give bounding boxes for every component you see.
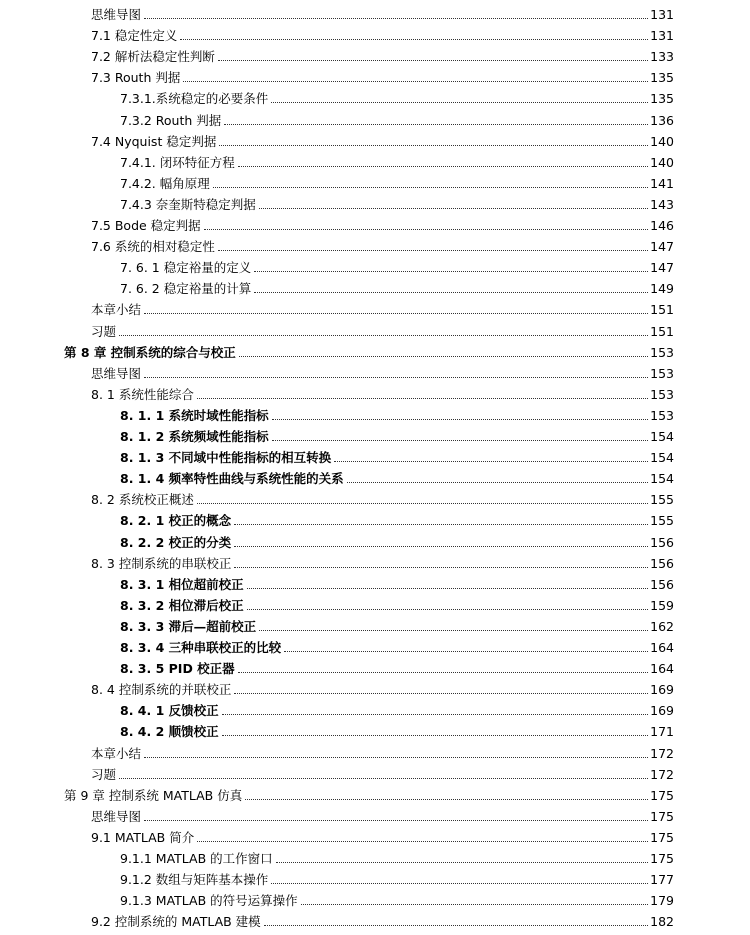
toc-entry[interactable] [120,150,674,171]
toc-entry-page: 153 [650,386,674,402]
toc-entry-title: 8. 3. 1 相位超前校正 [120,576,244,592]
toc-entry[interactable] [120,171,674,192]
toc-entry[interactable] [120,255,674,276]
toc-entry-title: 8. 3. 4 三种串联校正的比较 [120,640,282,655]
toc-entry-title: 7.6 系统的相对稳定性 [91,239,215,255]
toc-entry-title: 8. 1. 4 频率特性曲线与系统性能的关系 [120,471,344,487]
toc-dot-leader [334,461,648,462]
toc-entry-page: 175 [650,829,674,845]
toc-dot-leader [204,229,648,230]
toc-entry[interactable] [120,424,674,445]
toc-dot-leader [144,820,648,821]
toc-entry-title: 思维导图 [91,808,142,824]
toc-entry[interactable] [91,762,674,783]
toc-entry-title: 7.3.1.系统稳定的必要条件 [120,91,269,107]
toc-entry-title: 8. 2 系统校正概述 [91,492,194,508]
toc-entry-title: 8. 1. 3 不同域中性能指标的相互转换 [120,450,332,466]
toc-entry-page: 136 [650,112,674,128]
toc-entry-page: 156 [650,534,674,550]
toc-entry[interactable] [120,572,674,593]
toc-entry-page: 169 [650,682,674,698]
toc-dot-leader [284,651,648,652]
toc-entry[interactable] [91,213,674,234]
toc-entry[interactable] [120,635,674,656]
toc-entry-page: 172 [650,745,674,761]
toc-dot-leader [224,124,648,125]
toc-entry-title: 7. 6. 1 稳定裕量的定义 [120,260,252,276]
toc-entry-title: 7.4.3 奈奎斯特稳定判据 [120,196,256,212]
toc-dot-leader [271,102,648,103]
toc-entry[interactable] [120,656,674,677]
toc-dot-leader [144,377,648,378]
toc-dot-leader [239,356,648,357]
toc-entry[interactable] [91,825,674,846]
toc-entry-page: 135 [650,70,674,86]
toc-dot-leader [222,735,648,736]
toc-entry-title: 7.5 Bode 稳定判据 [91,218,201,233]
toc-dot-leader [213,187,648,188]
toc-entry[interactable] [120,192,674,213]
toc-entry-title: 习题 [91,766,117,782]
toc-entry-page: 149 [650,281,674,297]
toc-entry[interactable] [91,129,674,150]
toc-entry[interactable] [91,677,674,698]
toc-entry-title: 8. 1. 2 系统频域性能指标 [120,429,269,444]
toc-entry-page: 164 [650,640,674,655]
toc-dot-leader [247,609,648,610]
toc-dot-leader [259,208,648,209]
toc-entry[interactable] [91,382,674,403]
toc-dot-leader [119,335,648,336]
toc-entry-page: 135 [650,91,674,107]
toc-entry[interactable] [120,530,674,551]
toc-entry-page: 133 [650,49,674,65]
toc-entry[interactable] [91,23,674,44]
toc-entry-page: 131 [650,7,674,22]
toc-dot-leader [144,313,648,314]
toc-entry-title: 8. 2. 2 校正的分类 [120,534,232,550]
toc-entry-title: 8. 3 控制系统的串联校正 [91,555,232,571]
toc-entry-title: 7.1 稳定性定义 [91,28,178,44]
toc-entry-title: 8. 3. 2 相位滞后校正 [120,597,244,613]
toc-entry-page: 175 [650,808,674,824]
toc-entry-title: 7.3 Routh 判据 [91,70,181,86]
toc-entry-page: 153 [650,344,674,360]
toc-entry-title: 7. 6. 2 稳定裕量的计算 [120,281,252,297]
toc-entry-page: 164 [650,661,674,677]
toc-entry[interactable] [64,783,674,804]
toc-dot-leader [301,904,648,905]
toc-entry[interactable] [120,698,674,719]
toc-entry-page: 179 [650,893,674,909]
toc-entry-page: 151 [650,302,674,318]
toc-entry[interactable] [120,614,674,635]
toc-entry[interactable] [120,86,674,107]
toc-entry-page: 169 [650,703,674,719]
toc-entry-page: 155 [650,492,674,508]
toc-dot-leader [180,39,648,40]
toc-entry-title: 8. 1. 1 系统时域性能指标 [120,407,269,423]
toc-entry[interactable] [120,719,674,740]
toc-dot-leader [234,524,648,525]
toc-entry[interactable] [120,466,674,487]
toc-dot-leader [218,60,648,61]
toc-dot-leader [197,503,648,504]
toc-dot-leader [347,482,648,483]
toc-entry-title: 9.1.2 数组与矩阵基本操作 [120,872,269,888]
toc-dot-leader [254,271,648,272]
toc-dot-leader [234,546,648,547]
toc-entry-page: 154 [650,429,674,444]
toc-entry[interactable] [120,508,674,529]
toc-entry[interactable] [64,340,674,361]
toc-dot-leader [271,883,648,884]
toc-entry[interactable] [91,297,674,318]
toc-entry-title: 8. 2. 1 校正的概念 [120,513,232,529]
toc-entry[interactable] [120,403,674,424]
toc-entry-title: 7.4.1. 闭环特征方程 [120,154,235,170]
toc-dot-leader [222,714,648,715]
toc-entry-page: 143 [650,196,674,212]
toc-entry-page: 154 [650,450,674,466]
toc-dot-leader [264,925,648,926]
toc-entry-title: 习题 [91,323,117,339]
toc-entry-page: 140 [650,154,674,170]
toc-entry-title: 7.4 Nyquist 稳定判据 [91,133,217,149]
toc-entry-page: 177 [650,872,674,888]
toc-entry[interactable] [91,741,674,762]
toc-entry-page: 153 [650,365,674,381]
toc-dot-leader [276,862,648,863]
toc-entry-title: 7.4.2. 幅角原理 [120,175,210,191]
toc-dot-leader [144,757,648,758]
toc-entry-title: 9.1.3 MATLAB 的符号运算操作 [120,893,298,909]
toc-entry-page: 159 [650,597,674,613]
toc-dot-leader [197,398,648,399]
toc-entry[interactable] [91,361,674,382]
toc-entry-page: 175 [650,787,674,803]
toc-entry-page: 155 [650,513,674,529]
toc-dot-leader [219,145,648,146]
toc-entry[interactable] [91,804,674,825]
toc-dot-leader [254,292,648,293]
toc-dot-leader [119,778,648,779]
toc-entry-title: 思维导图 [91,7,142,22]
toc-entry-title: 9.2 控制系统的 MATLAB 建模 [91,914,261,930]
toc-entry-title: 8. 4. 2 顺馈校正 [120,724,219,740]
toc-entry[interactable] [91,487,674,508]
toc-dot-leader [238,672,648,673]
toc-dot-leader [238,166,648,167]
toc-entry[interactable] [91,319,674,340]
toc-entry-page: 146 [650,218,674,233]
toc-entry-page: 151 [650,323,674,339]
toc-dot-leader [197,841,648,842]
toc-dot-leader [234,567,648,568]
toc-entry-title: 8. 4. 1 反馈校正 [120,703,219,719]
toc-entry-page: 156 [650,576,674,592]
toc-dot-leader [245,799,648,800]
toc-dot-leader [183,81,648,82]
toc-entry-title: 第 9 章 控制系统 MATLAB 仿真 [64,787,243,803]
toc-entry-title: 本章小结 [91,302,142,318]
toc-entry-title: 8. 3. 5 PID 校正器 [120,661,235,677]
toc-entry-page: 153 [650,407,674,423]
toc-entry[interactable] [120,867,674,888]
toc-entry-title: 9.1 MATLAB 简介 [91,829,195,845]
toc-entry[interactable] [91,234,674,255]
toc-entry-title: 第 8 章 控制系统的综合与校正 [64,344,236,360]
toc-entry-title: 8. 1 系统性能综合 [91,386,194,402]
toc-entry[interactable] [91,2,674,23]
toc-entry[interactable] [120,846,674,867]
toc-dot-leader [234,693,648,694]
toc-dot-leader [247,588,648,589]
toc-entry-title: 7.3.2 Routh 判据 [120,112,222,128]
toc-entry-title: 9.1.1 MATLAB 的工作窗口 [120,851,273,866]
toc-entry-page: 154 [650,471,674,487]
toc-entry-page: 162 [650,618,674,634]
toc-entry[interactable] [91,44,674,65]
toc-entry-title: 本章小结 [91,745,142,761]
toc-entry-page: 156 [650,555,674,571]
toc-dot-leader [272,440,648,441]
toc-entry-page: 131 [650,28,674,44]
toc-entry[interactable] [91,909,674,930]
toc-entry-title: 8. 4 控制系统的并联校正 [91,682,232,698]
toc-entry[interactable] [120,276,674,297]
toc-entry[interactable] [91,65,674,86]
toc-dot-leader [144,18,648,19]
toc-entry[interactable] [120,593,674,614]
toc-entry-page: 182 [650,914,674,930]
toc-entry-page: 140 [650,133,674,149]
toc-entry-title: 7.2 解析法稳定性判断 [91,49,215,65]
toc-entry-page: 175 [650,851,674,866]
toc-entry-title: 思维导图 [91,365,142,381]
toc-entry-page: 147 [650,239,674,255]
toc-entry[interactable] [120,108,674,129]
toc-entry-page: 147 [650,260,674,276]
toc-dot-leader [259,630,648,631]
toc-entry[interactable] [91,551,674,572]
toc-entry-title: 8. 3. 3 滞后—超前校正 [120,618,257,634]
toc-entry-page: 141 [650,175,674,191]
toc-dot-leader [218,250,648,251]
toc-entry[interactable] [120,445,674,466]
toc-entry[interactable] [120,888,674,909]
toc-entry-page: 171 [650,724,674,740]
toc-dot-leader [272,419,648,420]
toc-entry-page: 172 [650,766,674,782]
